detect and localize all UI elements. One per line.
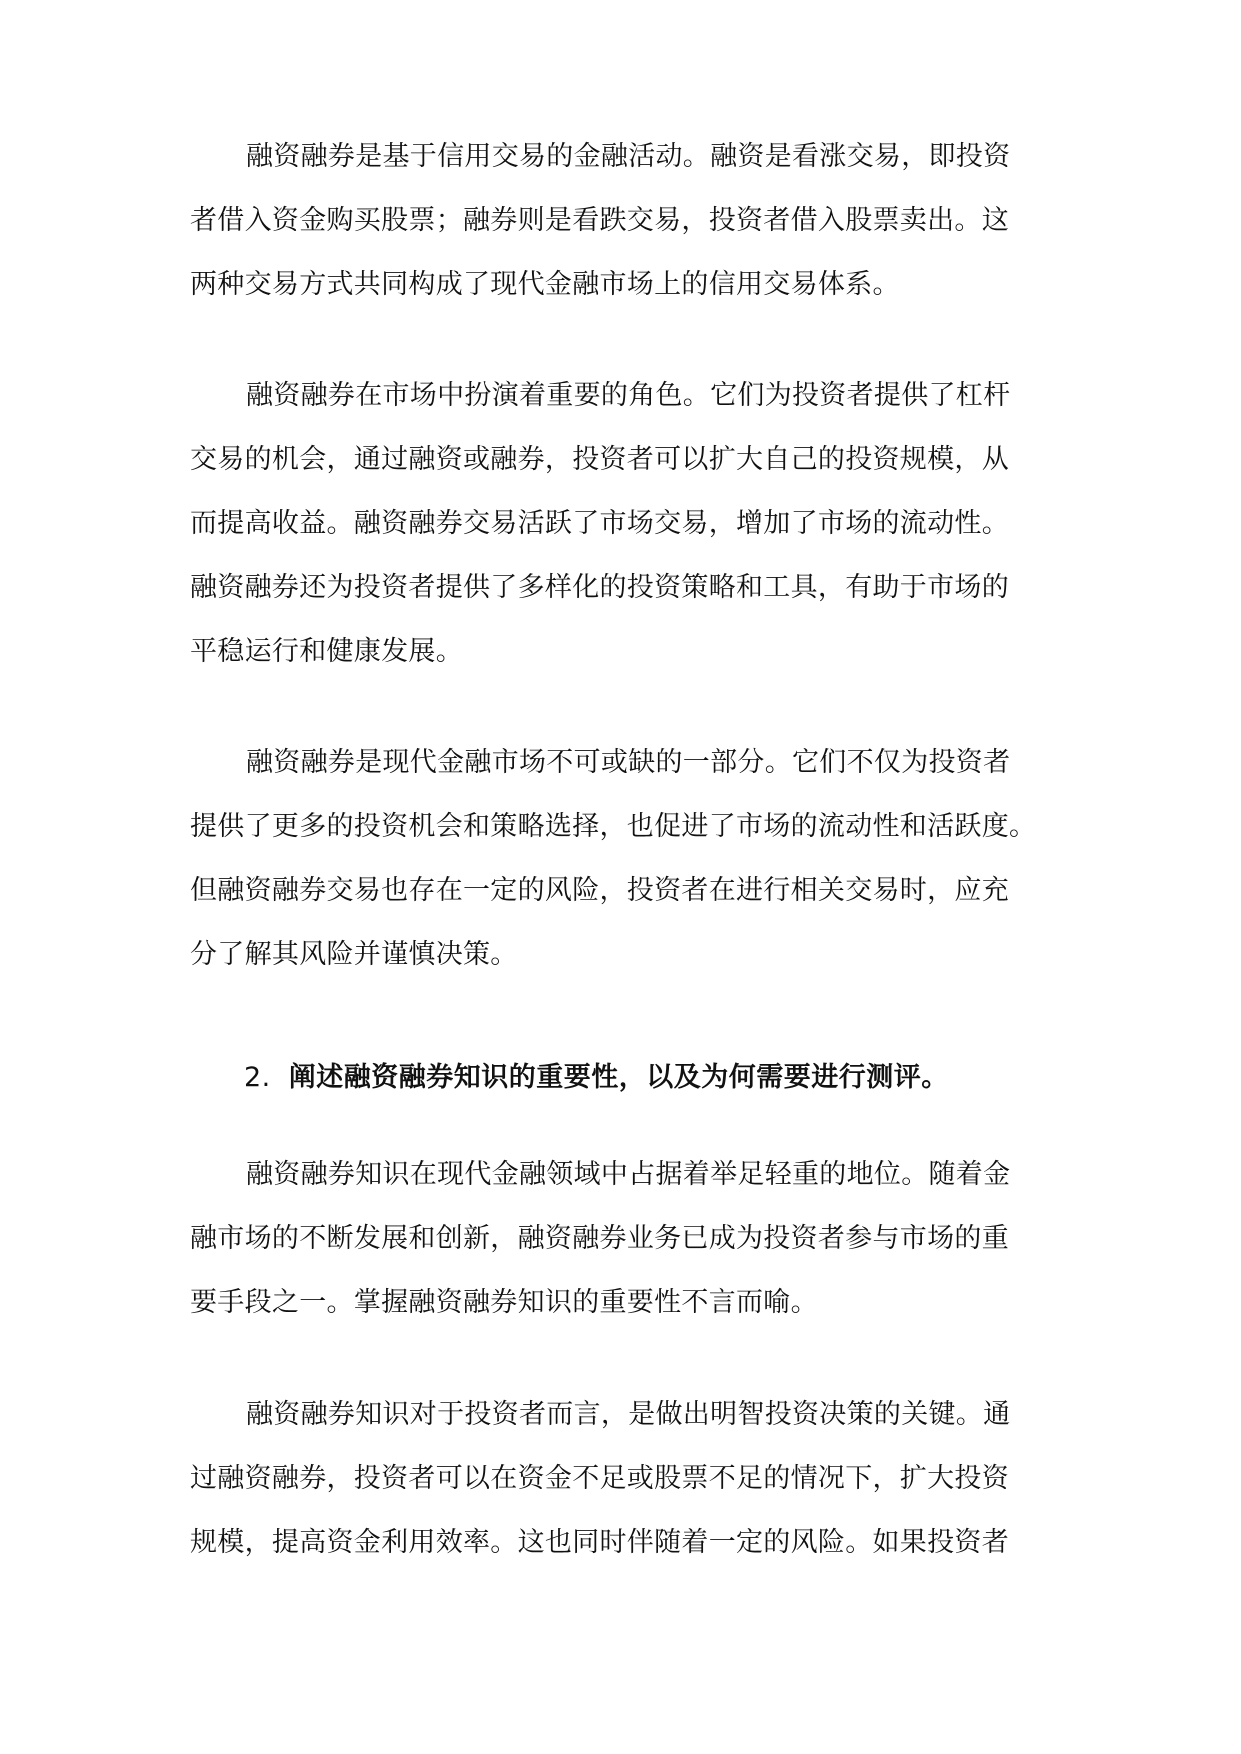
paragraph-3-line-3: 但融资融券交易也存在一定的风险，投资者在进行相关交易时，应充 — [190, 875, 1009, 906]
paragraph-2-line-4: 融资融券还为投资者提供了多样化的投资策略和工具，有助于市场的 — [190, 572, 1009, 603]
paragraph-1-line-3: 两种交易方式共同构成了现代金融市场上的信用交易体系。 — [190, 269, 900, 300]
paragraph-2-line-3: 而提高收益。融资融券交易活跃了市场交易，增加了市场的流动性。 — [190, 508, 1009, 539]
paragraph-5-line-1: 融资融券知识对于投资者而言，是做出明智投资决策的关键。通 — [246, 1399, 1011, 1430]
paragraph-2-line-1: 融资融券在市场中扮演着重要的角色。它们为投资者提供了杠杆 — [246, 380, 1011, 411]
paragraph-3-line-2: 提供了更多的投资机会和策略选择，也促进了市场的流动性和活跃度。 — [190, 811, 1037, 842]
paragraph-4-line-1: 融资融券知识在现代金融领域中占据着举足轻重的地位。随着金 — [246, 1159, 1011, 1190]
paragraph-4-line-2: 融市场的不断发展和创新，融资融券业务已成为投资者参与市场的重 — [190, 1223, 1009, 1254]
section-title: 阐述融资融券知识的重要性，以及为何需要进行测评。 — [288, 1062, 949, 1093]
section-heading — [244, 1061, 949, 1095]
paragraph-1-line-1: 融资融券是基于信用交易的金融活动。融资是看涨交易，即投资 — [246, 141, 1011, 172]
paragraph-2-line-5: 平稳运行和健康发展。 — [190, 636, 463, 667]
paragraph-4-line-3: 要手段之一。掌握融资融券知识的重要性不言而喻。 — [190, 1287, 818, 1318]
paragraph-5-line-3: 规模，提高资金利用效率。这也同时伴随着一定的风险。如果投资者 — [190, 1527, 1009, 1558]
paragraph-3-line-4: 分了解其风险并谨慎决策。 — [190, 939, 518, 970]
paragraph-1-line-2: 者借入资金购买股票；融券则是看跌交易，投资者借入股票卖出。这 — [190, 205, 1009, 236]
section-number: 2. — [244, 1062, 271, 1093]
paragraph-3-line-1: 融资融券是现代金融市场不可或缺的一部分。它们不仅为投资者 — [246, 747, 1011, 778]
paragraph-2-line-2: 交易的机会，通过融资或融券，投资者可以扩大自己的投资规模，从 — [190, 444, 1009, 475]
paragraph-5-line-2: 过融资融券，投资者可以在资金不足或股票不足的情况下，扩大投资 — [190, 1463, 1009, 1494]
